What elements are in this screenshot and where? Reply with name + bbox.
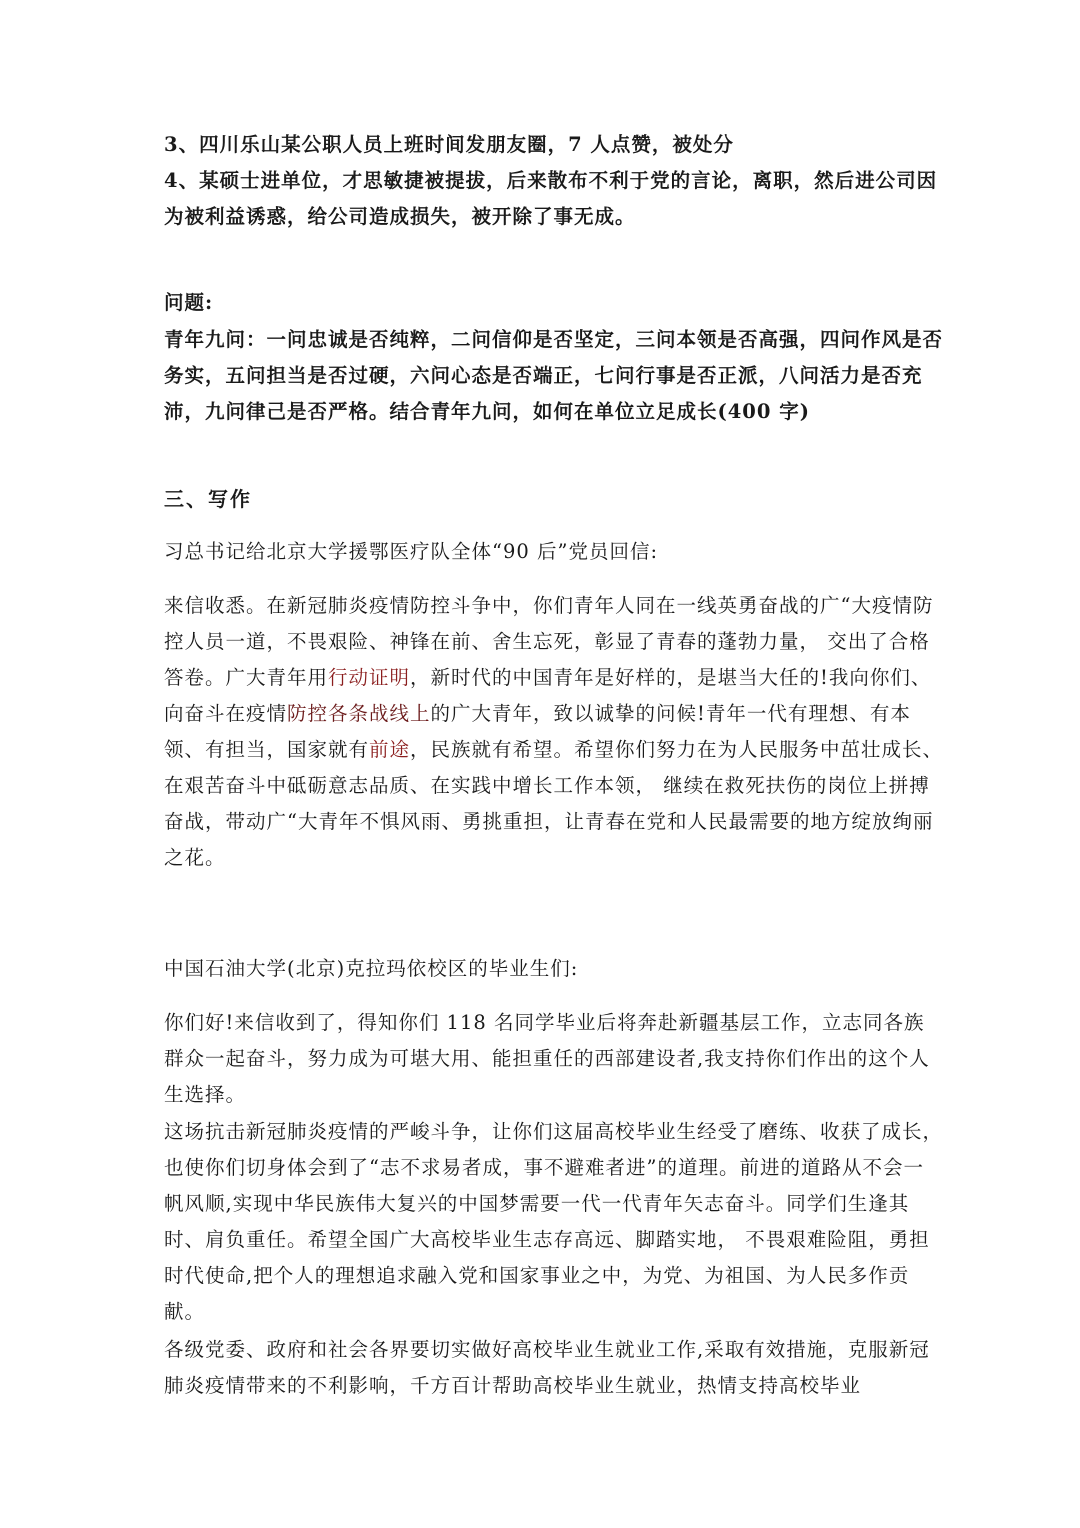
letter2-intro: 中国石油大学(北京)克拉玛依校区的毕业生们:	[164, 957, 579, 980]
letter1-body-part3: 的广大青年，致以诚挚的问候!青年一代有理想、有本领、有担当，国家就有	[164, 702, 911, 761]
writing-heading: 三、写作	[164, 487, 252, 511]
letter1-intro: 习总书记给北京大学援鄂医疗队全体“90 后”党员回信:	[164, 540, 659, 563]
letter1-body-part2: ，新时代的中国青年是好样的，是堪当大任的!我向你们、向奋斗在疫情	[164, 666, 932, 725]
document-page	[164, 0, 944, 1528]
letter1-highlight-1: 行动证明	[328, 666, 411, 689]
letter1-highlight-2: 防控各条战线上	[287, 702, 431, 725]
question-body: 青年九问：一问忠诚是否纯粹，二问信仰是否坚定，三问本领是否高强，四问作风是否务实，五问担当是否过硬，六问心态是否端正，七问行事是否正派，八问活力是否充沛，九问律己是否严格。结合青年九问，如何在单位立足成长(400 字)	[164, 328, 944, 423]
letter2-paragraph-2: 这场抗击新冠肺炎疫情的严峻斗争，让你们这届高校毕业生经受了磨练、收获了成长，也使你们切身体会到了“志不求易者成，事不避难者进”的道理。前进的道路从不会一帆风顺,实现中华民族伟大复兴的中国梦需要一代一代青年矢志奋斗。同学们生逢其时、肩负重任。希望全国广大高校毕业生志存高远、脚踏实地， 不畏艰难险阻，勇担时代使命,把个人的理想追求融入党和国家事业之中，为党、为祖国、为人民多作贡献。	[164, 1120, 944, 1323]
letter1-body-part4: ，民族就有希望。希望你们努力在为人民服务中茁壮成长、在艰苦奋斗中砥砺意志品质、在实践中增长工作本领， 继续在救死扶伤的岗位上拼搏奋战，带动广“大青年不惧风雨、勇挑重担，让青春在党和人民最需要的地方绽放绚丽之花。	[164, 738, 944, 869]
letter2-paragraph-1: 你们好!来信收到了，得知你们 118 名同学毕业后将奔赴新疆基层工作，立志同各族群众一起奋斗，努力成为可堪大用、能担重任的西部建设者,我支持你们作出的这个人生选择。	[164, 1011, 930, 1106]
case-item-4: 4、某硕士进单位，才思敏捷被提拔，后来散布不利于党的言论，离职，然后进公司因为被利益诱惑，给公司造成损失，被开除了事无成。	[164, 169, 938, 228]
question-label: 问题:	[164, 291, 214, 314]
case-item-3: 3、四川乐山某公职人员上班时间发朋友圈，7 人点赞，被处分	[164, 133, 734, 156]
letter1-highlight-3: 前途	[369, 738, 411, 761]
letter1-body	[164, 588, 944, 876]
letter2-paragraph-3: 各级党委、政府和社会各界要切实做好高校毕业生就业工作,采取有效措施，克服新冠肺炎疫情带来的不利影响，千方百计帮助高校毕业生就业，热情支持高校毕业	[164, 1338, 930, 1397]
letter1-body-part1: 来信收悉。在新冠肺炎疫情防控斗争中，你们青年人同在一线英勇奋战的广“大疫情防控人员一道，不畏艰险、神锋在前、舍生忘死，彰显了青春的蓬勃力量， 交出了合格答卷。广大青年用	[164, 594, 934, 689]
